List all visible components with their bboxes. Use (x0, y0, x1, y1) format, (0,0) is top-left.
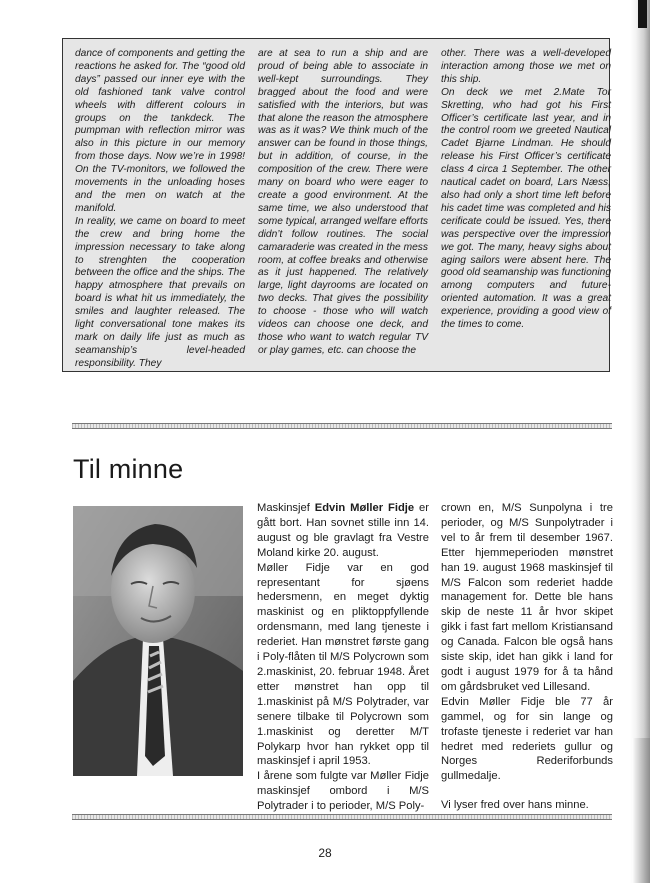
memorial-lead-prefix: Maskinsjef (257, 502, 315, 514)
memorial-paragraph: Edvin Møller Fidje ble 77 år gammel, og for sin lange og trofaste tjeneste i rederiet var han hedret med rederiets gullur og Norges Rederiforbunds gullmedalje. (441, 695, 613, 783)
memorial-column-1 (257, 501, 429, 814)
article-column-3 (441, 48, 611, 332)
memorial-column-2 (441, 501, 613, 813)
article-column-1 (75, 48, 245, 371)
article-box (62, 38, 610, 372)
page-number: 28 (318, 846, 332, 860)
portrait-photo (73, 506, 243, 776)
deceased-name: Edvin Møller Fidje (314, 502, 415, 514)
memorial-lead-paragraph (257, 501, 429, 561)
memorial-closing: Vi lyser fred over hans minne. (441, 799, 589, 812)
memorial-heading: Til minne (73, 454, 184, 484)
memorial-paragraph: I årene som fulgte var Møller Fidje maskinsjef ombord i M/S Polytrader i to perioder, M/S Poly- (257, 770, 429, 813)
article-paragraph: are at sea to run a ship and are proud of being able to associate in well-kept surroundings. They bragged about the food and were satisfied with the interiors, but was that alone the reason the atmosphere was as it was? We think much of the answer can be found in those things, but in addition, of course, in the composition of the crew. There were many on board who were eager to create a good environment. At the same time, we also understood that some typical, arranged welfare efforts didn’t follow routines. The social camaraderie was created in the mess room, at coffee breaks and otherwise as it just happened. The relatively large, light dayrooms are located on two decks. That gives the possibility to choose - those who will watch videos can choose one deck, and those who want to watch regular TV or play games, etc. can choose the (258, 48, 428, 356)
memorial-lead-rest: er gått bort. Han sovnet stille inn 14. august og ble gravlagt fra Vestre Moland kirke 20. august. (257, 502, 429, 559)
article-paragraph: In reality, we came on board to meet the crew and bring home the impression necessary to take along to strenghten the cooperation between the office and the ships. The happy atmosphere that prevails on board is what hit us immediately, the smiles and laughter released. The light conversational tone makes its mark on daily life just as much as seamanship’s level-headed responsibility. They (75, 215, 245, 369)
scan-edge-fold (632, 738, 650, 883)
scan-edge-mark (638, 0, 647, 28)
article-paragraph: On deck we met 2.Mate Tor Skretting, who had got his First Officer’s certificate last year, and in the control room we greeted Nautical Cadet Bjarne Lindman. He should release his First Officer’s certificate class 4 circa 1 September. The other nautical cadet on board, Lars Næss, also had only a short time left before his cadet time was completed and his cerificate could be issued. Yes, there was perspective over the impression we got. The many, heavy sighs about aging sailors were absent here. The good old seamanship was functioning among computers and future-oriented automation. It was a great experience, providing a good view of the times to come. (441, 86, 611, 331)
memorial-paragraph: Møller Fidje var en god representant for sjøens hedersmenn, en meget dyktig maskinist og en pliktoppfyllende ordensmann, med lang tjeneste i rederiet. Han mønstret første gang i Poly-flåten til M/S Polycrown som 2.maskinist, 20. februar 1948. Året etter mønstret han opp til 1.maskinist på M/S Polytrader, var senere tilbake til Polycrown som 1.maskinist og deretter M/T Polykarp hvor han rykket opp til maskinsjef i april 1953. (257, 561, 429, 768)
section-divider (72, 423, 612, 429)
portrait-photo-image (73, 506, 243, 776)
footer-divider (72, 814, 612, 820)
article-column-2 (258, 48, 428, 358)
article-paragraph: dance of components and getting the reactions he asked for. The “good old days” passed our inner eye with the old fashioned tank valve control wheels with different colours in groups on the tankdeck. The pumpman with reflection mirror was also in this picture in our memory from those days. Now we’re in 1998! On the TV-monitors, we followed the movements in the unloading hoses and the men on watch at the manifold. (75, 48, 245, 214)
memorial-paragraph: crown en, M/S Sunpolyna i tre perioder, og M/S Sunpolytrader i vel to år frem til desember 1967. Etter hjemmeperioden mønstret han 19. august 1968 maskinsjef til M/S Falcon som rederiet hadde management for. Dette ble hans skip de neste 11 år hvor skipet gikk i fast fart mellom Kristiansand og Canada. Falcon ble også hans siste skip, idet han gikk i land for godt i august 1979 for å ta hånd om gårdsbruket ved Lillesand. (441, 502, 613, 693)
article-paragraph: other. There was a well-developed interaction among those we met on this ship. (441, 48, 611, 85)
